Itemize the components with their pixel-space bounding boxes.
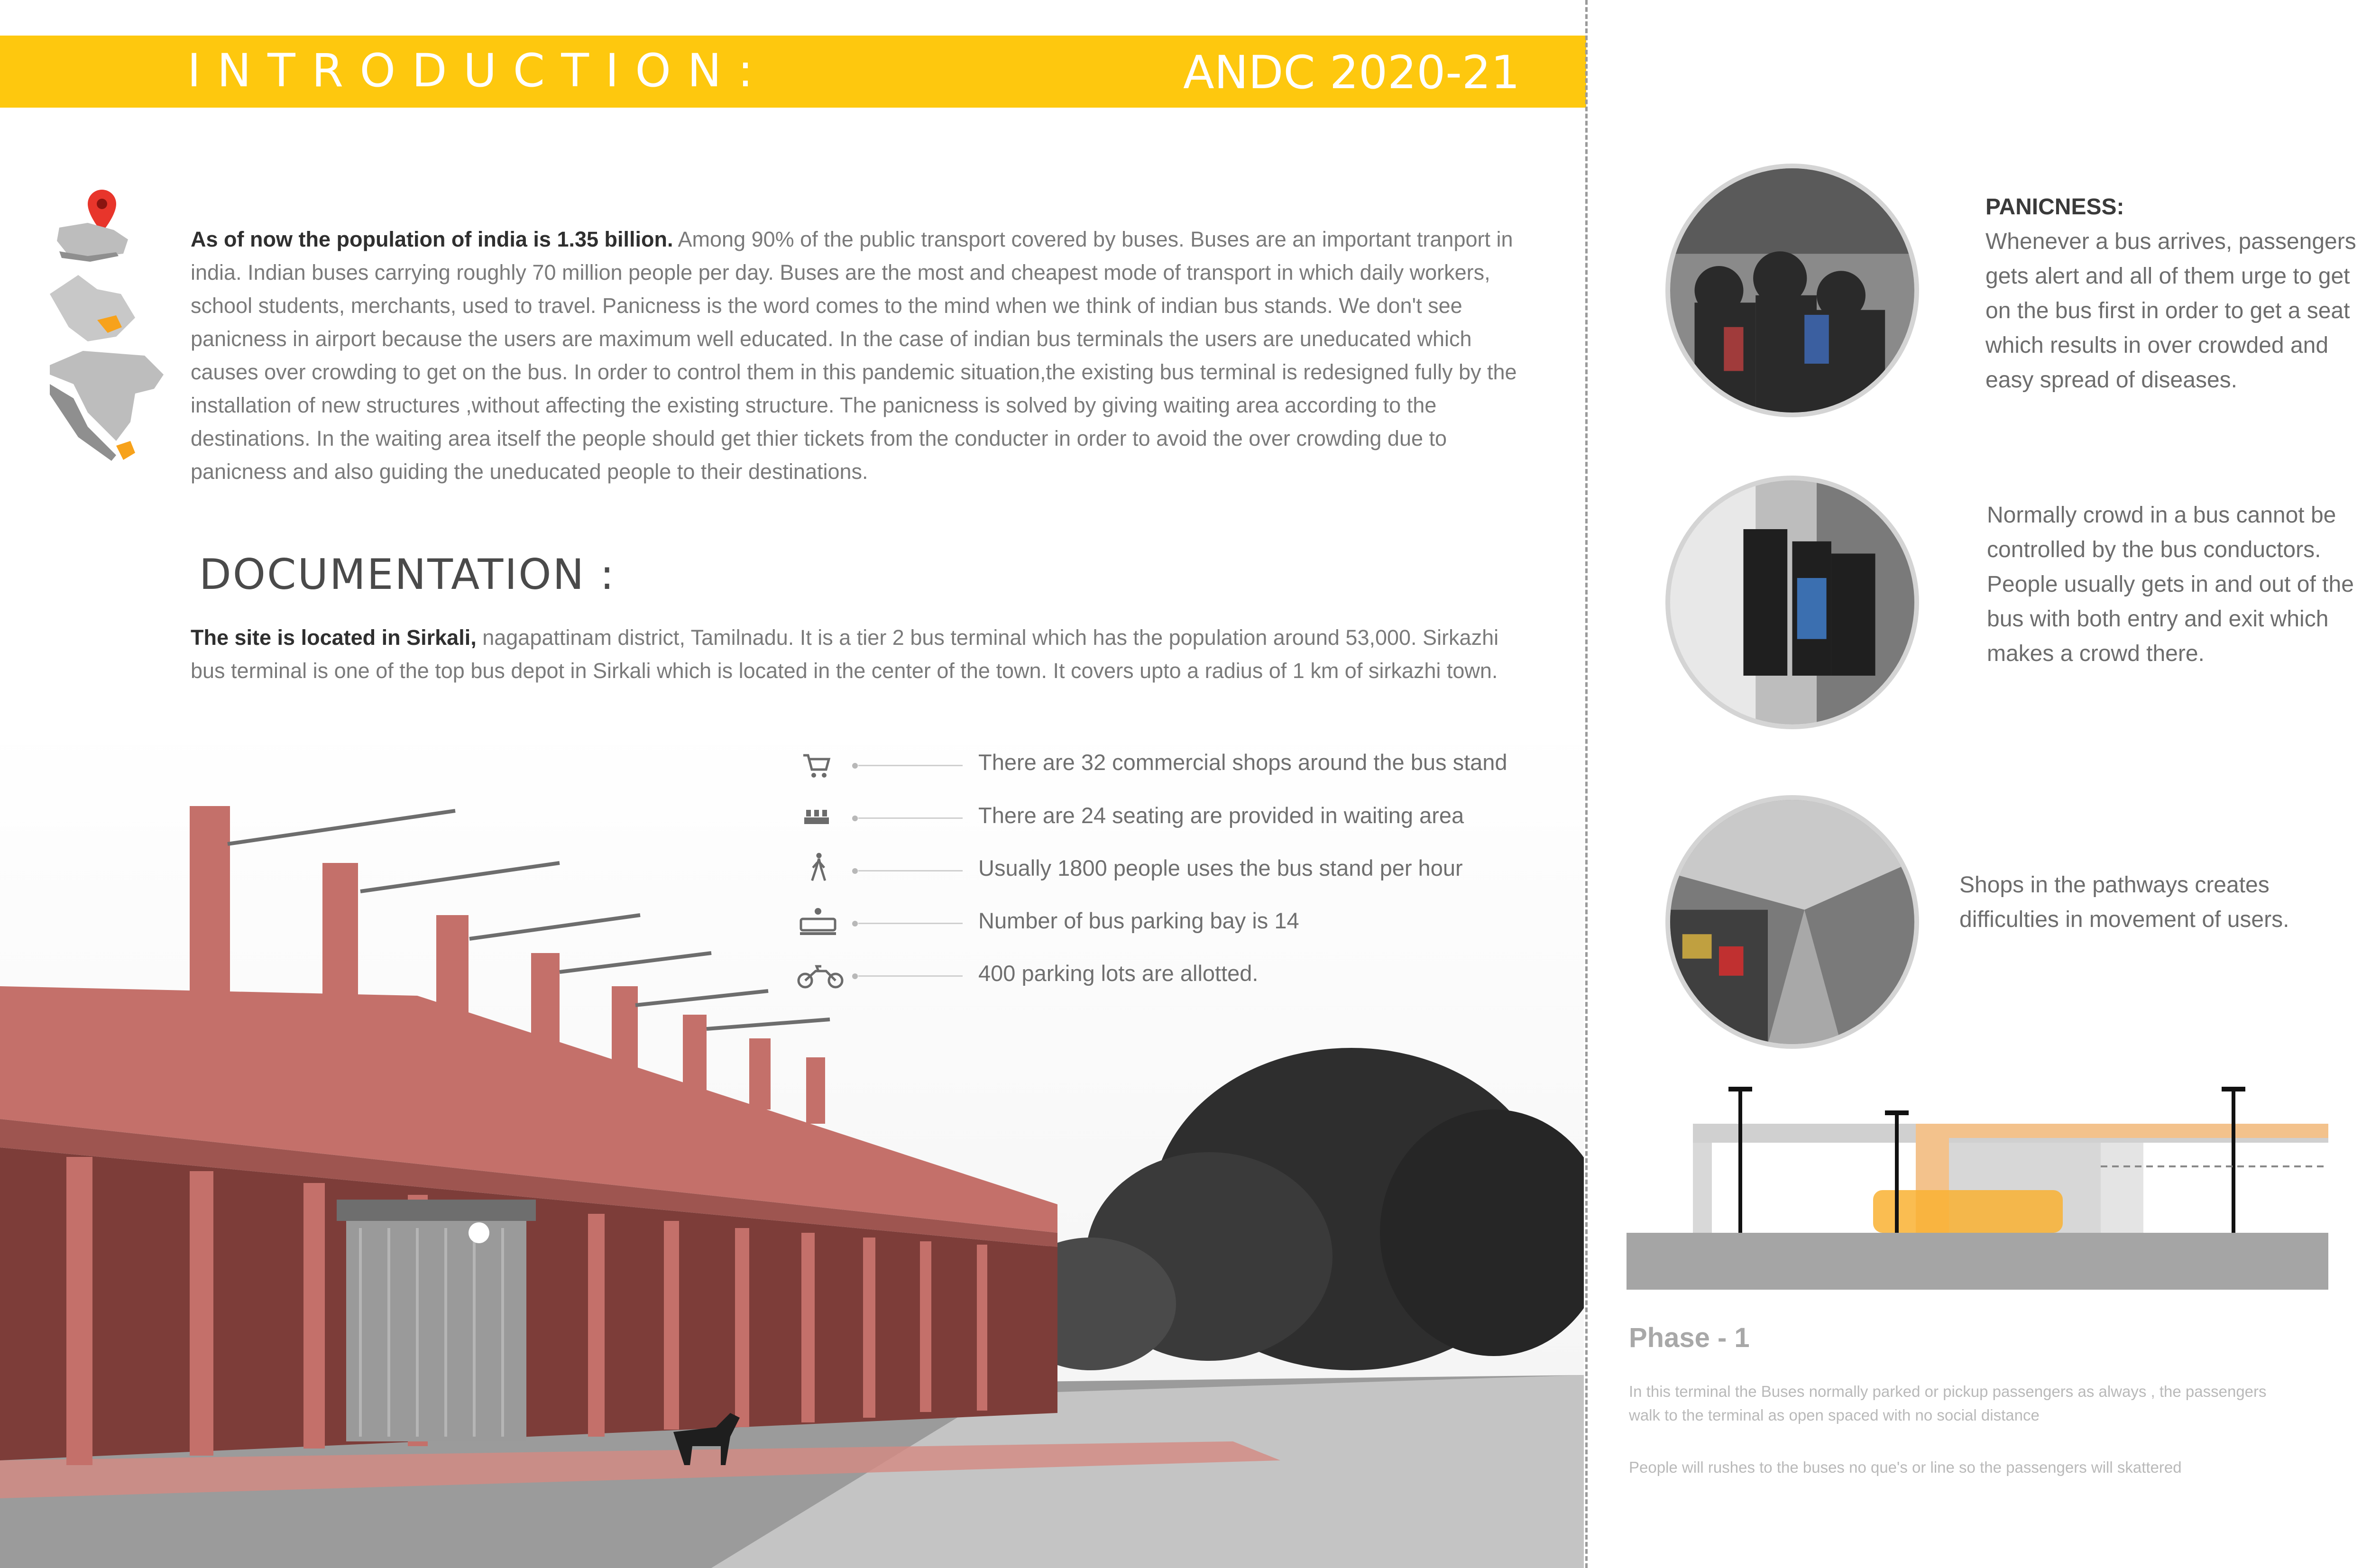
documentation-heading: DOCUMENTATION : <box>199 550 616 599</box>
issue-bus-conductors-text: Normally crowd in a bus cannot be controlled by the bus conductors. People usually gets in and out of the bus with both entry and exit which makes a crowd there. <box>1987 503 2354 666</box>
documentation-lead: The site is located in Sirkali, <box>191 625 477 650</box>
header-banner <box>0 36 1586 108</box>
stat-people: Usually 1800 people uses the bus stand per hour <box>978 855 1463 880</box>
phase-1-diagram <box>1627 1076 2333 1294</box>
bus-bay-icon <box>799 907 837 937</box>
stat-parking: 400 parking lots are allotted. <box>978 961 1259 986</box>
issue-shops-text: Shops in the pathways creates difficulties in movement of users. <box>1959 872 2289 932</box>
page-divider <box>1585 0 1588 1568</box>
issue-shops <box>1959 868 2291 937</box>
intro-lead: As of now the population of india is 1.35 billion. <box>191 227 673 251</box>
photo-bus-door <box>1665 476 1919 729</box>
photo-pathway-shops <box>1665 795 1919 1049</box>
intro-paragraph <box>191 223 1526 488</box>
seating-icon <box>801 803 832 834</box>
stat-seating: There are 24 seating are provided in waiting area <box>978 803 1464 828</box>
issue-panicness-heading: PANICNESS: <box>1985 194 2124 220</box>
documentation-body: nagapattinam district, Tamilnadu. It is a tier 2 bus terminal which has the population around 53,000. Sirkazhi bus terminal is one of the top bus depot in Sirkali which is located in the center of the town. It covers upto a radius of 1 km of sirkazhi town. <box>191 625 1499 683</box>
location-map-icon <box>45 180 164 503</box>
stat-bus-bays: Number of bus parking bay is 14 <box>978 908 1299 933</box>
stat-shops: There are 32 commercial shops around the bus stand <box>978 750 1507 775</box>
photo-crowd-boarding <box>1665 164 1919 417</box>
issue-bus-conductors <box>1987 498 2357 671</box>
issue-panicness-text: Whenever a bus arrives, passengers gets alert and all of them urge to get on the bus first in order to get a seat which results in over crowded and easy spread of diseases. <box>1985 229 2356 393</box>
issue-panicness <box>1985 190 2371 397</box>
cart-icon <box>801 751 832 781</box>
phase-1-title: Phase - 1 <box>1629 1322 1750 1353</box>
documentation-paragraph <box>191 621 1526 688</box>
edition-badge: ANDC 2020-21 <box>1183 46 1520 99</box>
page-title: I N T R O D U C T I O N : <box>187 44 754 97</box>
phase-1-description: In this terminal the Buses normally parked or pickup passengers as always , the passengers walk to the terminal as open spaced with no social distance <box>1629 1383 2267 1424</box>
phase-1-note: People will rushes to the buses no que's or line so the passengers will skattered <box>1629 1458 2182 1476</box>
bus-stand-photo <box>0 721 1584 1568</box>
motorcycle-icon <box>797 962 844 992</box>
intro-body: Among 90% of the public transport covered by buses. Buses are an important tranport in india. Indian buses carrying roughly 70 million people per day. Buses are the most and cheapest mode of transport in which daily workers, school students, merchants, used to travel. Panicness is the word comes to the mind when we think of indian bus stands. We don't see panicness in airport because the users are maximum well educated. In the case of indian bus terminals the users are uneducated which causes over crowding to get on the bus. In order to control them in this pandemic situation,the existing bus terminal is redesigned fully by the installation of new structures ,without affecting the existing structure. The panicness is solved by giving waiting area according to the destinations. In the waiting area itself the people should get thier tickets from the conducter in order to avoid the over crowding due to panicness and also guiding the uneducated people to their destinations. <box>191 227 1517 484</box>
pedestrian-icon <box>804 853 834 883</box>
